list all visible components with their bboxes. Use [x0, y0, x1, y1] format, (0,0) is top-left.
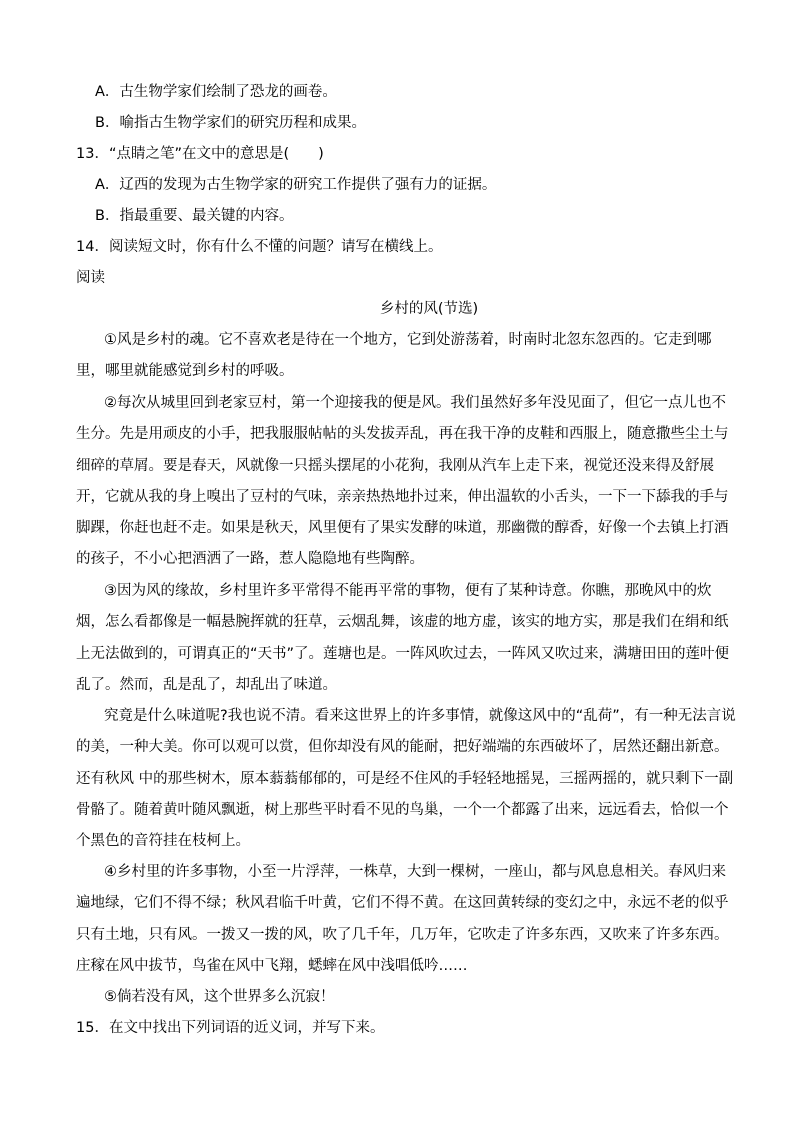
passage-line: 脚踝，你赶也赶不走。如果是秋天，风里便有了果实发酵的味道，那幽微的醇香，好像一个去镇上打酒	[76, 520, 729, 537]
passage-line: 遍地绿，它们不得不绿；秋风君临千叶黄，它们不得不黄。在这回黄转绿的变幻之中，永远不老的似乎	[76, 895, 729, 912]
passage-line: 庄稼在风中拔节，鸟雀在风中飞翔，蟋蟀在风中浅唱低吟……	[76, 957, 468, 974]
passage-paragraph-5	[76, 862, 729, 987]
passage-line: 的美，一种大美。你可以观可以赏，但你却没有风的能耐，把好端端的东西破坏了，居然还翻出新意。	[76, 739, 729, 756]
passage-line: 只有土地，只有风。一拨又一拨的风，吹了几千年，几万年，它吹走了许多东西，又吹来了许多东西。	[76, 926, 729, 943]
passage-line: ③因为风的缘故，乡村里许多平常得不能再平常的事物，便有了某种诗意。你瞧，那晚风中的炊	[104, 583, 712, 599]
passage-title: 乡村的风(节选)	[379, 301, 479, 317]
passage-line: 生分。先是用顽皮的小手，把我服服帖帖的头发拔弄乱，再在我干净的皮鞋和西服上，随意撒些尘土与	[76, 426, 729, 443]
passage-line: 上无法做到的，可谓真正的“天书”了。莲塘也是。一阵风吹过去，一阵风又吹过来，满塘田田的莲叶便	[76, 645, 730, 662]
passage-paragraph-4	[76, 706, 736, 862]
question-15: 15．在文中找出下列词语的近义词，并写下来。	[76, 1020, 385, 1036]
passage-paragraph-6	[76, 987, 726, 1018]
passage-line: 细碎的草屑。要是春天，风就像一只摇头摆尾的小花狗，我刚从汽车上走下来，视觉还没来得及舒展	[76, 457, 714, 474]
question-14: 14．阅读短文时，你有什么不懂的问题？请写在横线上。	[76, 239, 443, 255]
passage-paragraph-2	[76, 393, 729, 581]
option-a-q12: A．古生物学家们绘制了恐龙的画卷。	[95, 84, 337, 100]
passage-line: 开，它就从我的身上嗅出了豆村的气味，亲亲热热地扑过来，伸出温软的小舌头，一下一下舔我的手与	[76, 488, 729, 505]
reading-label: 阅读	[76, 270, 105, 286]
passage-line: ⑤倘若没有风，这个世界多么沉寂！	[104, 989, 335, 1005]
passage-line: ①风是乡村的魂。它不喜欢老是待在一个地方，它到处游荡着，时南时北忽东忽西的。它走到哪	[104, 332, 712, 348]
passage-line: 乱了。然而，乱是乱了，却乱出了味道。	[76, 676, 337, 693]
passage-line: ②每次从城里回到老家豆村，第一个迎接我的便是风。我们虽然好多年没见面了，但它一点儿也不	[104, 395, 726, 411]
passage-line: 骨骼了。随着黄叶随风飘逝，树上那些平时看不见的鸟巢，一个一个都露了出来，远远看去，恰似一个	[76, 801, 729, 818]
passage-line: 里，哪里就能感觉到乡村的呼吸。	[76, 363, 294, 380]
option-b-q13: B．指最重要、最关键的内容。	[95, 208, 294, 224]
passage-paragraph-3	[76, 581, 730, 706]
passage-line: 个黑色的音符挂在枝柯上。	[76, 833, 250, 850]
passage-line: ④乡村里的许多事物，小至一片浮萍，一株草，大到一棵树，一座山，都与风息息相关。春风归来	[104, 864, 726, 880]
passage-line: 还有秋风 中的那些树木，原本蓊蓊郁郁的，可是经不住风的手轻轻地摇晃，三摇两摇的，就只剩下一副	[76, 770, 734, 787]
passage-line: 的孩子，不小心把酒洒了一路，惹人隐隐地有些陶醉。	[76, 551, 424, 568]
option-b-q12: B．喻指古生物学家们的研究历程和成果。	[95, 115, 366, 131]
option-a-q13: A．辽西的发现为古生物学家的研究工作提供了强有力的证据。	[95, 177, 497, 193]
passage-line: 究竟是什么味道呢?我也说不清。看来这世界上的许多事情，就像这风中的“乱荷”，有一种无法言说	[104, 708, 736, 724]
passage-paragraph-1	[76, 330, 726, 393]
passage-line: 烟，怎么看都像是一幅悬腕挥就的狂草，云烟乱舞，该虚的地方虚，该实的地方实，那是我们在绢和纸	[76, 614, 729, 631]
question-13: 13．“点睛之笔”在文中的意思是( )	[76, 146, 324, 162]
